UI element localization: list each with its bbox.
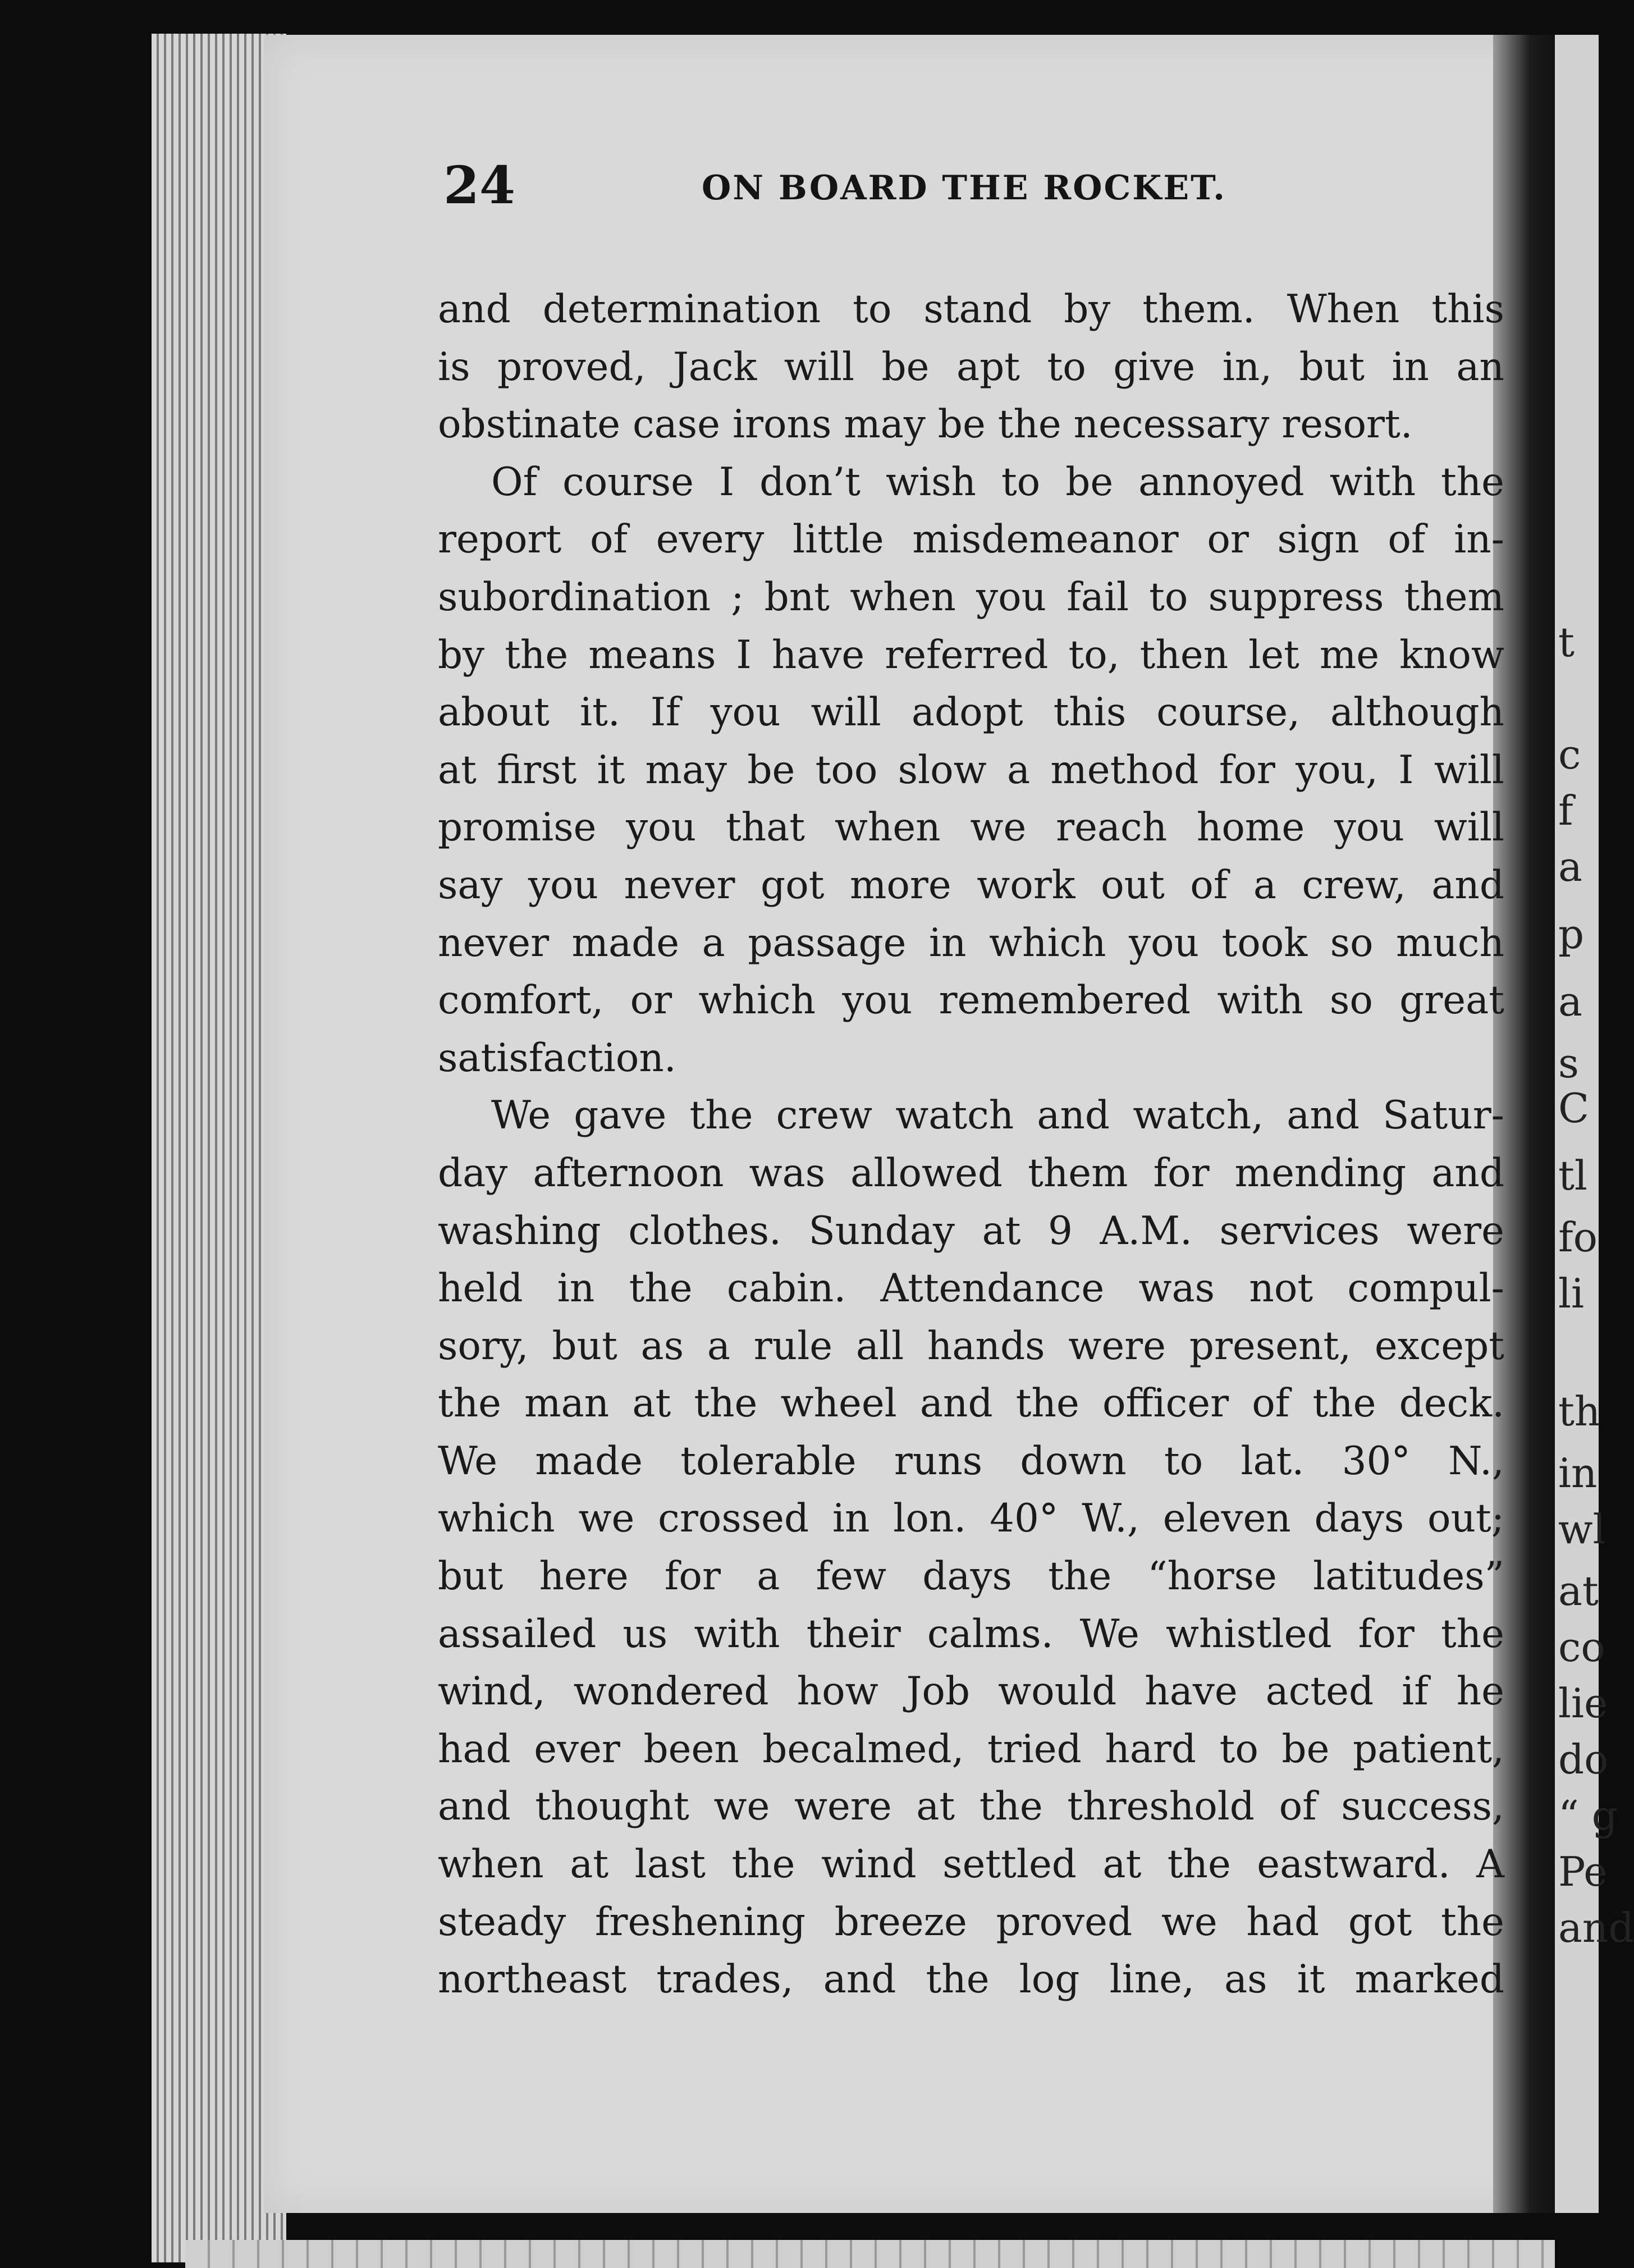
text-line: day afternoon was allowed them for mending and bbox=[438, 1150, 1504, 1196]
facing-page-text: fo bbox=[1558, 1214, 1598, 1261]
text-line: and determination to stand by them. When this bbox=[438, 287, 1504, 332]
text-line: at first it may be too slow a method for you, I will bbox=[438, 747, 1504, 793]
page-number: 24 bbox=[443, 155, 516, 216]
bottom-page-edge bbox=[185, 2240, 1555, 2268]
text-line: the man at the wheel and the officer of the deck. bbox=[438, 1381, 1504, 1426]
facing-page-text: lie bbox=[1558, 1680, 1608, 1727]
facing-page-text: t bbox=[1558, 619, 1575, 666]
text-line: about it. If you will adopt this course, although bbox=[438, 690, 1504, 735]
body-text bbox=[438, 281, 1504, 2009]
facing-page-text: wl bbox=[1558, 1506, 1606, 1553]
facing-page-fragment bbox=[1555, 35, 1634, 2213]
facing-page-text: and bbox=[1558, 1904, 1634, 1951]
text-line: Of course I don’t wish to be annoyed with the bbox=[491, 459, 1504, 505]
facing-page-text: do bbox=[1558, 1736, 1609, 1783]
running-title: ON BOARD THE ROCKET. bbox=[702, 168, 1226, 208]
text-line: report of every little misdemeanor or sign of in- bbox=[438, 517, 1504, 563]
text-line: steady freshening breeze proved we had got the bbox=[438, 1899, 1504, 1945]
text-line: had ever been becalmed, tried hard to be patient, bbox=[438, 1726, 1504, 1772]
text-line: washing clothes. Sunday at 9 A.M. services were bbox=[438, 1208, 1504, 1254]
facing-page-text: “ g bbox=[1558, 1792, 1618, 1839]
facing-page-text: co bbox=[1558, 1624, 1605, 1671]
text-line: subordination ; bnt when you fail to suppress them bbox=[438, 574, 1504, 620]
facing-page-text: c bbox=[1558, 731, 1581, 778]
facing-page-text: tl bbox=[1558, 1152, 1587, 1199]
facing-page-text: li bbox=[1558, 1270, 1585, 1317]
text-line: which we crossed in lon. 40° W., eleven days out; bbox=[438, 1496, 1504, 1542]
text-line: assailed us with their calms. We whistled for the bbox=[438, 1611, 1504, 1657]
text-line: satisfaction. bbox=[438, 1035, 676, 1081]
text-line: We made tolerable runs down to lat. 30° N., bbox=[438, 1438, 1504, 1484]
facing-page-text: f bbox=[1558, 787, 1573, 834]
text-line: say you never got more work out of a crew, and bbox=[438, 862, 1504, 908]
text-line: by the means I have referred to, then let me know bbox=[438, 632, 1504, 678]
text-line: wind, wondered how Job would have acted if he bbox=[438, 1669, 1504, 1714]
facing-page-text: in bbox=[1558, 1449, 1598, 1497]
facing-page-text: th bbox=[1558, 1388, 1601, 1435]
facing-page-text: at bbox=[1558, 1567, 1599, 1615]
facing-page-text: a bbox=[1558, 978, 1582, 1025]
text-line: when at last the wind settled at the eastward. A bbox=[438, 1842, 1504, 1887]
text-line: sory, but as a rule all hands were present, except bbox=[438, 1323, 1504, 1369]
facing-page-text: C bbox=[1558, 1085, 1590, 1132]
text-line: never made a passage in which you took so much bbox=[438, 920, 1504, 966]
facing-page-text: Pe bbox=[1558, 1848, 1608, 1895]
text-line: comfort, or which you remembered with so great bbox=[438, 978, 1504, 1023]
text-line: promise you that when we reach home you will bbox=[438, 805, 1504, 851]
text-line: northeast trades, and the log line, as it marked bbox=[438, 1957, 1504, 2002]
facing-page-text: s bbox=[1558, 1040, 1579, 1087]
text-line: obstinate case irons may be the necessary resort. bbox=[438, 402, 1413, 447]
running-head bbox=[443, 154, 1274, 216]
text-line: We gave the crew watch and watch, and Satur- bbox=[491, 1093, 1504, 1138]
text-line: and thought we were at the threshold of success, bbox=[438, 1784, 1504, 1830]
facing-page-text: a bbox=[1558, 843, 1582, 890]
facing-page-text: p bbox=[1558, 911, 1585, 958]
text-line: held in the cabin. Attendance was not compul- bbox=[438, 1266, 1504, 1311]
text-line: but here for a few days the “horse latitudes” bbox=[438, 1554, 1504, 1599]
text-line: is proved, Jack will be apt to give in, but in an bbox=[438, 344, 1504, 390]
